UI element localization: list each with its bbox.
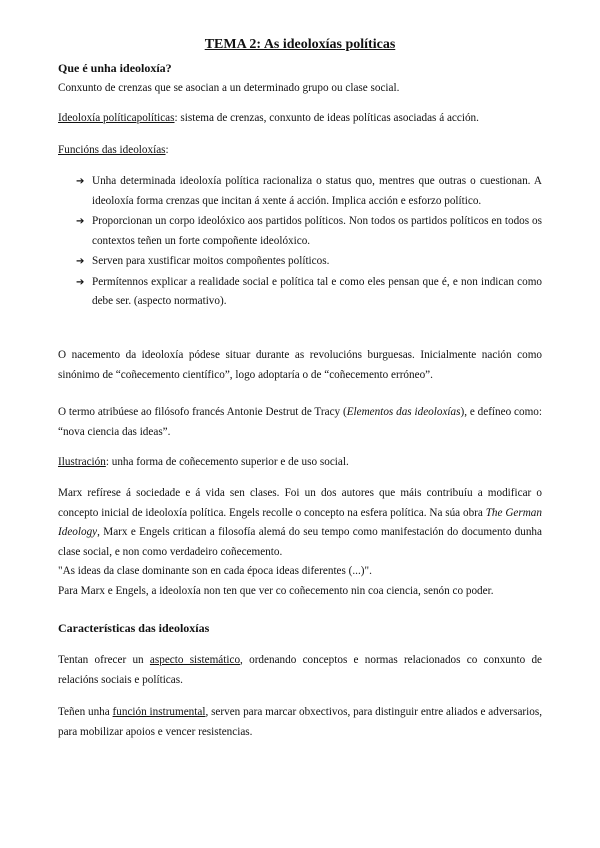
marx-text (58, 484, 542, 562)
functions-heading-text: Funcións das ideoloxías (58, 144, 166, 156)
functions-heading (58, 141, 542, 161)
list-item-text: Serven para xustificar moitos compoñentes políticos. (92, 255, 330, 267)
illustration-paragraph (58, 453, 542, 473)
question-section (58, 59, 542, 98)
definition-paragraph (58, 109, 542, 129)
list-item (76, 273, 542, 312)
char1-after: , ordenando conceptos e normas relacionados co conxunto de relacións sociais e políticas. (58, 654, 543, 686)
tracy-text-after: ), e defíneo como: “nova ciencia das ideas”. (58, 406, 542, 438)
char2-term: función instrumental (112, 706, 206, 718)
characteristics-heading: Características das ideoloxías (58, 621, 210, 635)
char2-after: , serven para marcar obxectivos, para distinguir entre aliados e adversarios, para mobilizar apoios e vencer resistencias. (58, 706, 542, 738)
char2-before: Teñen unha (58, 706, 113, 718)
arrow-bullet-icon: ➔ (76, 216, 85, 227)
marx-quote: "As ideas da clase dominante son en cada época ideas diferentes (...)". (58, 565, 372, 577)
tracy-text-before: O termo atribúese ao filósofo francés Antonie Destrut de Tracy ( (58, 406, 347, 418)
list-item-text: Proporcionan un corpo ideolóxico aos partidos políticos. Non todos os partidos políticos en todos os contextos teñen un forte compoñente ideolóxico. (92, 215, 542, 247)
list-item-text: Permítennos explicar a realidade social e política tal e como eles pensan que é, e non indican como debe ser. (aspecto normativo). (92, 275, 542, 307)
list-item (76, 172, 542, 211)
functions-list (76, 172, 542, 313)
characteristics-paragraph-2 (58, 703, 542, 742)
page-title: TEMA 2: As ideoloxías políticas (204, 37, 396, 52)
illustration-text: : unha forma de coñecemento superior e de uso social. (105, 456, 349, 468)
marx-conclusion: Para Marx e Engels, a ideoloxía non ten que ver co coñecemento nin coa ciencia, senón co poder. (58, 584, 494, 597)
arrow-bullet-icon: ➔ (76, 176, 85, 187)
question-answer: Conxunto de crenzas que se asocian a un determinado grupo ou clase social. (58, 81, 400, 94)
tracy-paragraph (58, 403, 542, 442)
tracy-book-title: Elementos das ideoloxías (346, 406, 461, 418)
marx-text-before: Marx refírese á sociedade e á vida sen clases. Foi un dos autores que máis contribuíu a modificar o concepto inicial de ideoloxía política. Engels recolle o concepto na esfera política. Na súa obra (58, 487, 542, 519)
functions-heading-colon: : (165, 144, 169, 156)
char1-term: aspecto sistemático (149, 654, 241, 666)
marx-paragraph (58, 484, 542, 601)
arrow-bullet-icon: ➔ (76, 256, 85, 267)
list-item (76, 212, 542, 251)
marx-text-after: , Marx e Engels critican a filosofía alemá do seu tempo como manifestación do documento dunha clase social, e non como verdadeiro coñecemento. (58, 526, 542, 558)
origin-paragraph: O nacemento da ideoloxía pódese situar durante as revolucións burguesas. Inicialmente nación como sinónimo de “coñecemento científico”, logo adoptaría o de “coñecemento erróneo”. (58, 349, 542, 381)
illustration-term: Ilustración (58, 456, 106, 468)
definition-text: : sistema de crenzas, conxunto de ideas políticas asociadas á acción. (174, 112, 479, 124)
list-item (76, 252, 542, 272)
list-item-text: Unha determinada ideoloxía política racionaliza o status quo, mentres que outras o cuestionan. A ideoloxía forma crenzas que incitan á xente á acción. Implica acción e esforzo político. (92, 175, 542, 207)
question-heading: Que é unha ideoloxía? (58, 61, 172, 75)
definition-term: Ideoloxía políticapolíticas (58, 112, 175, 124)
char1-before: Tentan ofrecer un (58, 654, 150, 666)
arrow-bullet-icon: ➔ (76, 276, 85, 288)
characteristics-paragraph-1 (58, 651, 542, 690)
marx-book-title: The German Ideology (58, 506, 542, 538)
